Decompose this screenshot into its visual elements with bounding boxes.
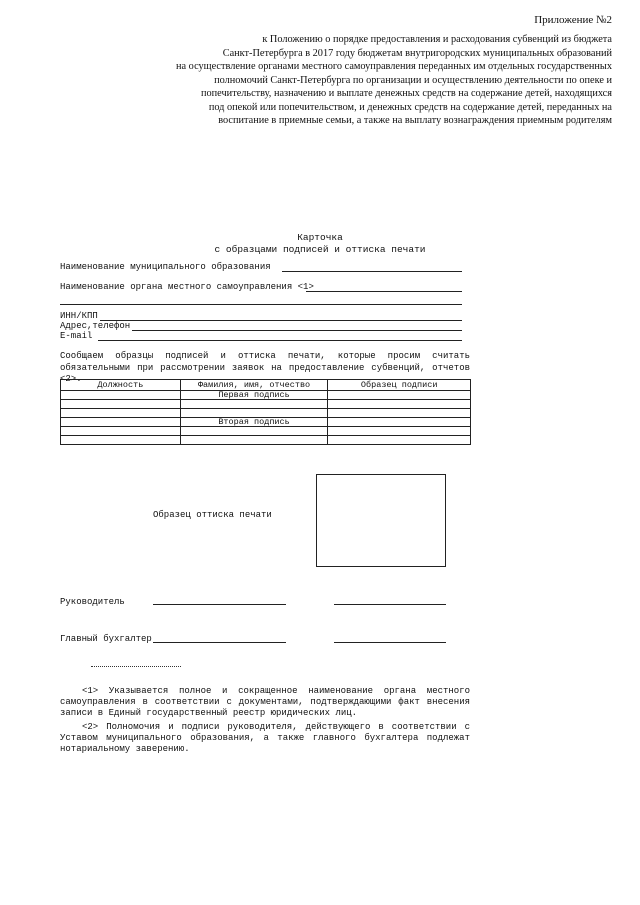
table-cell[interactable]	[328, 427, 471, 436]
table-cell[interactable]	[61, 391, 181, 400]
annex-line: Санкт-Петербурга в 2017 году бюджетам внутригородских муниципальных образований	[222, 47, 612, 59]
annex-line: под опекой или попечительством, и денежных средств на содержание детей, переданных на	[208, 101, 612, 113]
table-cell[interactable]	[328, 418, 471, 427]
table-cell[interactable]	[61, 436, 181, 445]
table-cell[interactable]	[61, 427, 181, 436]
accountant-signature-line[interactable]	[153, 642, 286, 643]
table-cell[interactable]	[180, 436, 328, 445]
stamp-label: Образец оттиска печати	[153, 510, 272, 520]
table-cell[interactable]	[180, 427, 328, 436]
table-row	[61, 436, 471, 445]
stamp-box[interactable]	[316, 474, 446, 567]
footnote-separator	[91, 666, 181, 667]
header-full-name: Фамилия, имя, отчество	[180, 380, 328, 391]
card-title: Карточка	[297, 232, 343, 243]
table-cell[interactable]	[61, 418, 181, 427]
municipality-label: Наименование муниципального образования	[60, 262, 271, 272]
card-heading	[0, 232, 640, 256]
header-position: Должность	[61, 380, 181, 391]
table-row	[61, 400, 471, 409]
email-label: E-mail	[60, 331, 93, 341]
table-cell[interactable]	[328, 400, 471, 409]
head-label: Руководитель	[60, 597, 125, 607]
inn-label: ИНН/КПП	[60, 311, 98, 321]
table-header-row	[61, 380, 471, 391]
intro-text: Сообщаем образцы подписей и оттиска печати, которые просим считать обязательными при рассмотрении заявок на предоставление субвенций, отчетов <2>.	[60, 351, 470, 384]
second-signature-label: Вторая подпись	[180, 418, 328, 427]
first-signature-label: Первая подпись	[180, 391, 328, 400]
local-authority-field-continued[interactable]	[60, 304, 462, 305]
email-field[interactable]	[98, 340, 462, 341]
table-cell[interactable]	[328, 436, 471, 445]
municipality-field[interactable]	[282, 271, 462, 272]
signature-table	[60, 379, 471, 445]
local-authority-field[interactable]	[306, 291, 462, 292]
table-row	[61, 418, 471, 427]
annex-line: на осуществление органами местного самоуправления переданных им отдельных государственных	[176, 61, 612, 72]
accountant-label: Главный бухгалтер	[60, 634, 152, 644]
inn-field[interactable]	[100, 320, 462, 321]
annex-line: воспитание в приемные семьи, а также на выплату вознаграждения приемным родителям	[218, 115, 612, 126]
table-row	[61, 427, 471, 436]
annex-line: к Положению о порядке предоставления и расходования субвенций из бюджета	[262, 34, 612, 45]
table-cell[interactable]	[328, 409, 471, 418]
table-cell[interactable]	[61, 400, 181, 409]
table-cell[interactable]	[61, 409, 181, 418]
annex-line: попечительству, назначению и выплате денежных средств на содержание детей, находящихся	[201, 88, 612, 99]
card-subtitle: с образцами подписей и оттиска печати	[214, 244, 426, 255]
annex-description	[172, 33, 612, 128]
accountant-name-line[interactable]	[334, 642, 446, 643]
head-name-line[interactable]	[334, 604, 446, 605]
table-cell[interactable]	[328, 391, 471, 400]
table-row	[61, 391, 471, 400]
annex-line: полномочий Санкт-Петербурга по организации и осуществлению деятельности по опеке и	[214, 74, 612, 86]
header-signature: Образец подписи	[328, 380, 471, 391]
footnote-2: <2> Полномочия и подписи руководителя, действующего в соответствии с Уставом муниципального образования, а также главного бухгалтера подлежат нотариальному заверению.	[60, 722, 470, 754]
address-label: Адрес,телефон	[60, 321, 131, 331]
head-signature-line[interactable]	[153, 604, 286, 605]
annex-title: Приложение №2	[534, 14, 612, 26]
address-field[interactable]	[132, 330, 462, 331]
local-authority-label: Наименование органа местного самоуправления <1>	[60, 282, 314, 292]
table-cell[interactable]	[180, 400, 328, 409]
footnote-1: <1> Указывается полное и сокращенное наименование органа местного самоуправления в соответствии с документами, подтверждающими факт внесения записи в Единый государственный реестр юридических лиц.	[60, 686, 470, 718]
